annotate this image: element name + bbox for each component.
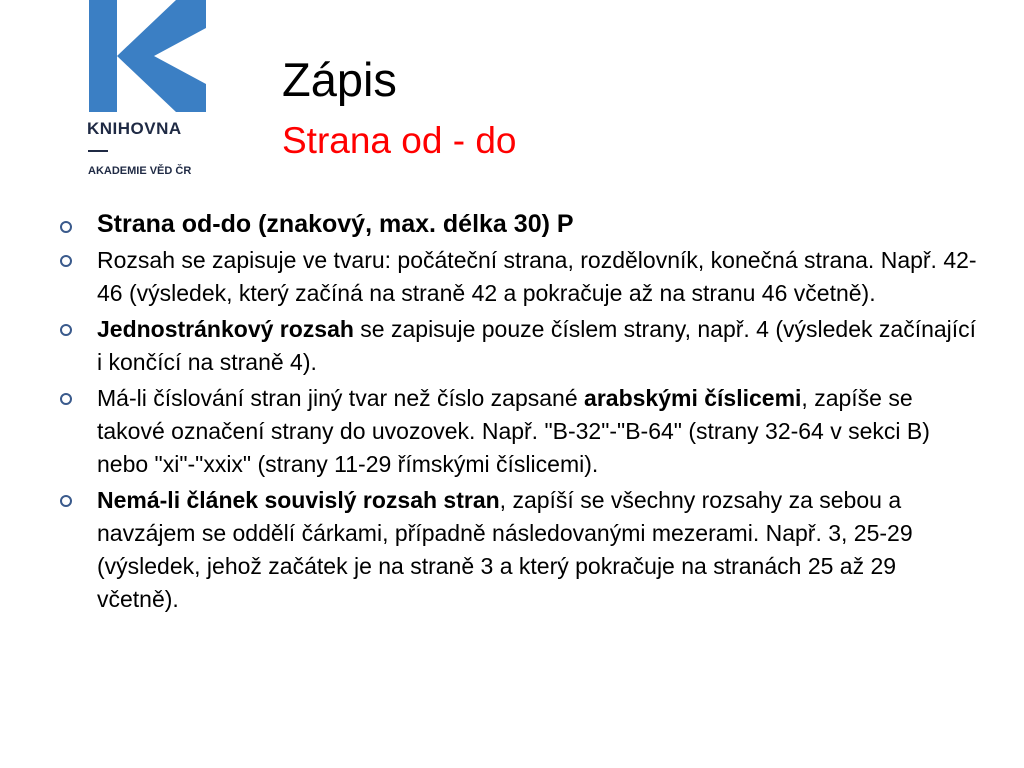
ring-bullet-icon <box>60 495 72 507</box>
bullet-item <box>58 382 978 481</box>
ring-bullet-icon <box>60 324 72 336</box>
bullet-bold-text: Nemá-li článek souvislý rozsah stran <box>97 487 500 513</box>
bullet-pre-text: Má-li číslování stran jiný tvar než číslo zapsané <box>97 385 585 411</box>
bullet-item <box>58 244 978 310</box>
bullet-rest-text: , zapíše se takové označení strany do uvozovek. Např. "B-32"-"B-64" (strany 32-64 v sekci B) nebo "xi"-"xxix" (strany 11-29 římskými číslicemi). <box>97 385 930 477</box>
bullet-rest-text: , zapíší se všechny rozsahy za sebou a navzájem se oddělí čárkami, případně následovanými mezerami. Např. 3, 25-29 (výsledek, jehož začátek je na straně 3 a který pokračuje na stranách 25 až 29 včetně). <box>97 487 913 612</box>
library-logo <box>84 0 214 180</box>
slide-subtitle: Strana od - do <box>282 120 517 161</box>
bullet-text <box>97 316 976 375</box>
ring-bullet-icon <box>60 393 72 405</box>
logo-dash <box>88 150 108 152</box>
bullet-bold-text: Jednostránkový rozsah <box>97 316 354 342</box>
ring-bullet-icon <box>60 221 72 233</box>
bullet-text <box>97 487 913 612</box>
bullet-item <box>58 313 978 379</box>
bullet-text: Rozsah se zapisuje ve tvaru: počáteční strana, rozdělovník, konečná strana. Např. 42-46 (výsledek, který začíná na straně 42 a pokračuje až na stranu 46 včetně). <box>97 247 977 306</box>
k-letter-logo-icon <box>84 0 214 115</box>
bullet-list <box>58 208 978 619</box>
logo-subtitle: AKADEMIE VĚD ČR <box>88 165 192 177</box>
ring-bullet-icon <box>60 255 72 267</box>
bullet-item <box>58 208 978 241</box>
bullet-item <box>58 484 978 616</box>
bullet-bold-text: arabskými číslicemi <box>584 385 802 411</box>
bullet-rest-text: se zapisuje pouze číslem strany, např. 4 (výsledek začínající i končící na straně 4). <box>97 316 977 375</box>
slide-title: Zápis <box>282 53 397 106</box>
logo-name: KNIHOVNA <box>87 119 182 138</box>
bullet-text <box>97 385 930 477</box>
bullet-text: Strana od-do (znakový, max. délka 30) P <box>97 210 574 238</box>
